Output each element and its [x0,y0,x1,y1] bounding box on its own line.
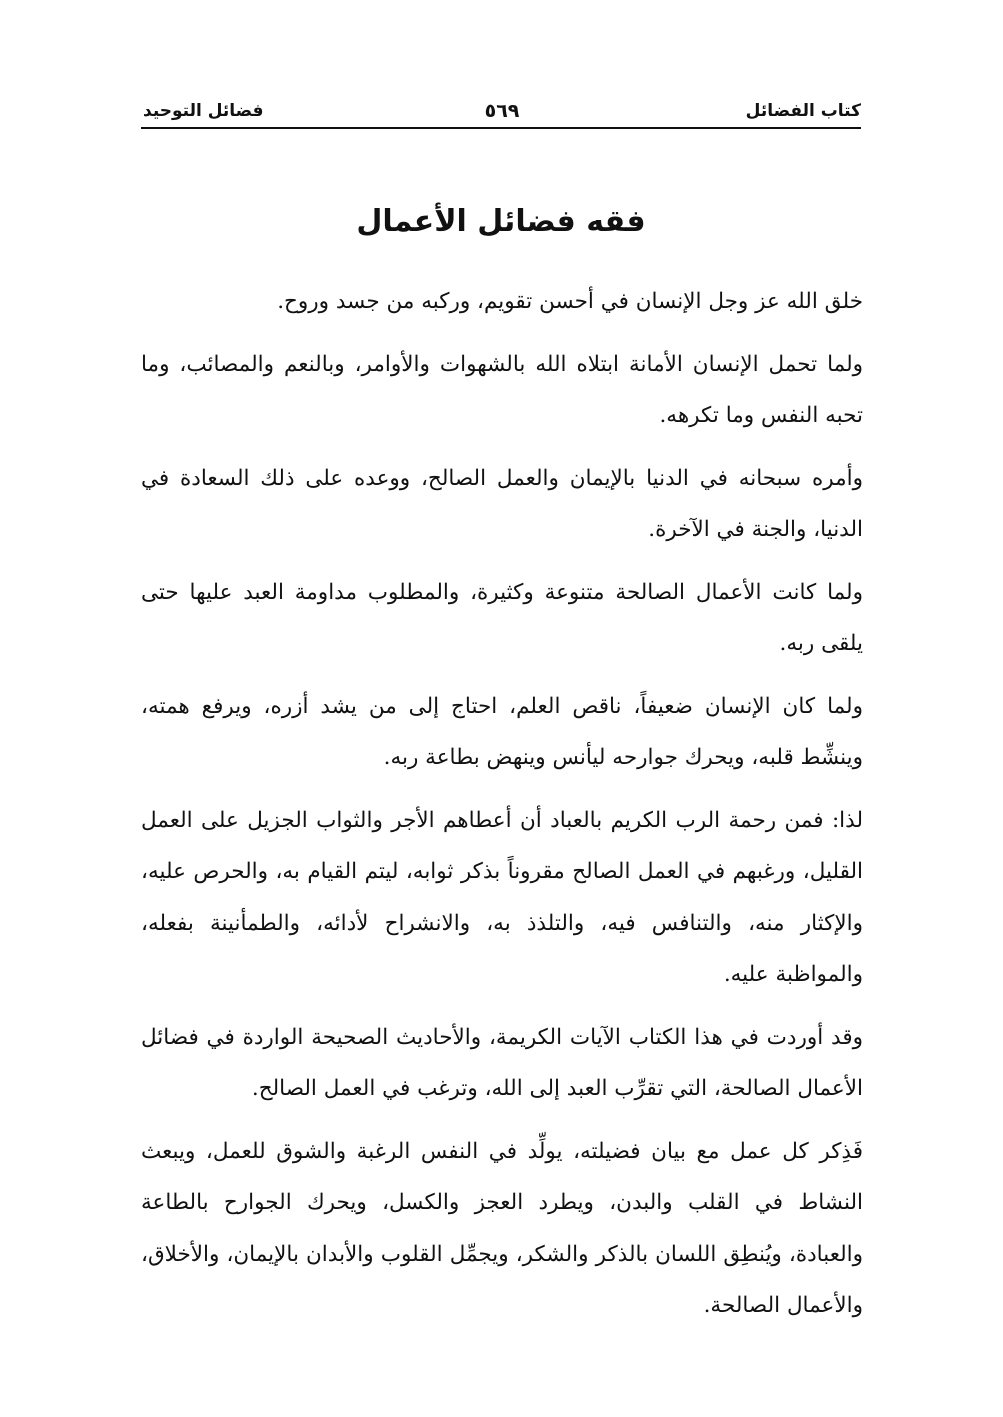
paragraph-4: ولما كانت الأعمال الصالحة متنوعة وكثيرة، والمطلوب مداومة العبد عليها حتى يلقى ربه. [141,579,863,656]
book-title: كتاب الفضائل [745,101,861,121]
section-title: فضائل التوحيد [143,101,264,121]
paragraph-2: ولما تحمل الإنسان الأمانة ابتلاه الله بالشهوات والأوامر، وبالنعم والمصائب، وما تحبه النفس وما تكرهه. [141,351,863,428]
paragraph-7: وقد أوردت في هذا الكتاب الآيات الكريمة، والأحاديث الصحيحة الواردة في فضائل الأعمال الصالحة، التي تقرِّب العبد إلى الله، وترغب في العمل الصالح. [141,1024,863,1101]
chapter-title: فقه فضائل الأعمال [356,204,646,239]
paragraph-6: لذا: فمن رحمة الرب الكريم بالعباد أن أعطاهم الأجر والثواب الجزيل على العمل القليل، ورغبهم في العمل الصالح مقروناً بذكر ثوابه، ليتم القيام به، والحرص عليه، والإكثار منه، والتنافس فيه، والتلذذ به، والانشراح لأدائه، والطمأنينة بفعله، والمواظبة عليه. [141,807,863,987]
paragraph-1: خلق الله عز وجل الإنسان في أحسن تقويم، وركبه من جسد وروح. [277,289,863,314]
running-header [143,96,861,130]
paragraph-8: فَذِكر كل عمل مع بيان فضيلته، يولِّد في النفس الرغبة والشوق للعمل، ويبعث النشاط في القلب والبدن، ويطرد العجز والكسل، ويحرك الجوارح بالطاعة والعبادة، ويُنطِق اللسان بالذكر والشكر، ويجمِّل القلوب والأبدان بالإيمان، والأخلاق، والأعمال الصالحة. [141,1138,863,1318]
body-text [141,276,863,1343]
paragraph-5: ولما كان الإنسان ضعيفاً، ناقص العلم، احتاج إلى من يشد أزره، ويرفع همته، وينشِّط قلبه، ويحرك جوارحه ليأنس وينهض بطاعة ربه. [141,693,863,770]
header-divider [141,127,861,129]
page-number: ٥٦٩ [484,100,520,122]
paragraph-3: وأمره سبحانه في الدنيا بالإيمان والعمل الصالح، ووعده على ذلك السعادة في الدنيا، والجنة في الآخرة. [141,465,863,542]
